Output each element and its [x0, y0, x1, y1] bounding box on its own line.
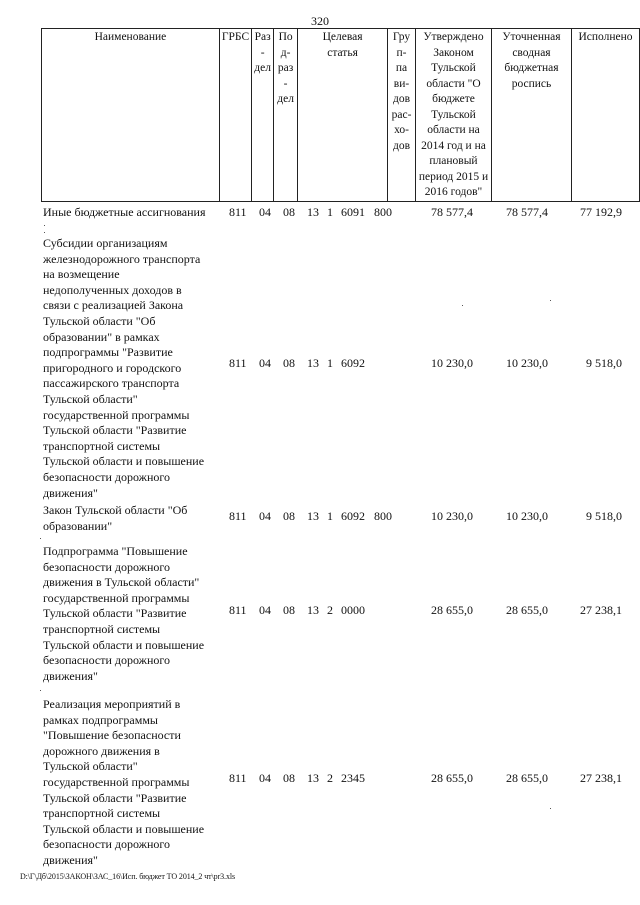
- row-podrazdel: 08: [283, 509, 295, 523]
- table-header: [41, 28, 640, 202]
- row-razdel: 04: [259, 205, 271, 219]
- row-cs1: 13: [307, 771, 319, 785]
- row-grbs: 811: [229, 771, 247, 785]
- scan-speck: [40, 538, 41, 539]
- row-razdel: 04: [259, 509, 271, 523]
- row-vr: 800: [374, 509, 392, 523]
- row-cs2: 1: [327, 205, 333, 219]
- header-name: Наименование: [42, 29, 220, 202]
- scan-speck: [550, 300, 551, 301]
- row-grbs: 811: [229, 205, 247, 219]
- header-refined: Уточненная сводная бюджетная роспись: [491, 29, 571, 202]
- row-cs2: 1: [327, 356, 333, 370]
- header-grbs: ГРБС: [219, 29, 251, 202]
- row-cs2: 2: [327, 603, 333, 617]
- scan-speck: [44, 232, 45, 233]
- row-approved: 10 230,0: [431, 356, 473, 370]
- row-refined: 10 230,0: [506, 509, 548, 523]
- scan-speck: [44, 225, 45, 226]
- row-executed: 77 192,9: [580, 205, 622, 219]
- row-refined: 28 655,0: [506, 771, 548, 785]
- row-approved: 28 655,0: [431, 771, 473, 785]
- row-refined: 78 577,4: [506, 205, 548, 219]
- row-approved: 78 577,4: [431, 205, 473, 219]
- row-cs2: 1: [327, 509, 333, 523]
- header-razdel: Раз- дел: [252, 29, 274, 202]
- row-name: Иные бюджетные ассигнования: [43, 205, 206, 219]
- file-path-footer: D:\Г\Дб\2015\ЗАКОН\ЗАС_16\Исп. бюджет ТО 2014_2 чт\pr3.xls: [20, 872, 235, 881]
- row-cs1: 13: [307, 509, 319, 523]
- row-podrazdel: 08: [283, 603, 295, 617]
- row-cs1: 13: [307, 603, 319, 617]
- row-cs1: 13: [307, 205, 319, 219]
- row-executed: 9 518,0: [586, 509, 622, 523]
- row-razdel: 04: [259, 771, 271, 785]
- row-cs3: 6092: [341, 509, 365, 523]
- header-podrazdel: Под- раз- дел: [274, 29, 298, 202]
- row-grbs: 811: [229, 603, 247, 617]
- row-approved: 10 230,0: [431, 509, 473, 523]
- row-cs3: 2345: [341, 771, 365, 785]
- row-grbs: 811: [229, 509, 247, 523]
- header-executed: Исполнено: [571, 29, 639, 202]
- row-name: Субсидии организациям железнодорожного транспорта на возмещение недополученных доходов в связи с реализацией Закона Тульской области "Об образовании" в рамках подпрограммы "Развитие пригородного и городского пассажирского транспорта Тульской области" государственной программы Тульской области "Развитие транспортной системы Тульской области и повышение безопасности дорожного движения": [43, 236, 205, 500]
- row-razdel: 04: [259, 603, 271, 617]
- row-cs3: 0000: [341, 603, 365, 617]
- row-approved: 28 655,0: [431, 603, 473, 617]
- row-name: Закон Тульской области "Об образовании": [43, 503, 188, 533]
- row-vr: 800: [374, 205, 392, 219]
- page-number: 320: [311, 14, 329, 28]
- row-podrazdel: 08: [283, 771, 295, 785]
- row-podrazdel: 08: [283, 205, 295, 219]
- row-podrazdel: 08: [283, 356, 295, 370]
- row-cs3: 6092: [341, 356, 365, 370]
- header-approved: Утверждено Законом Тульской области "О бюджете Тульской области на 2014 год и на плановый период 2015 и 2016 годов": [416, 29, 492, 202]
- row-razdel: 04: [259, 356, 271, 370]
- scan-speck: [462, 305, 463, 306]
- row-cs1: 13: [307, 356, 319, 370]
- header-target: Целевая статья: [298, 29, 388, 202]
- row-executed: 27 238,1: [580, 771, 622, 785]
- header-group: Груп- па ви- дов рас- хо- дов: [388, 29, 416, 202]
- row-grbs: 811: [229, 356, 247, 370]
- row-executed: 9 518,0: [586, 356, 622, 370]
- scan-speck: [40, 690, 41, 691]
- row-refined: 10 230,0: [506, 356, 548, 370]
- row-executed: 27 238,1: [580, 603, 622, 617]
- row-refined: 28 655,0: [506, 603, 548, 617]
- row-cs2: 2: [327, 771, 333, 785]
- row-name: Подпрограмма "Повышение безопасности дорожного движения в Тульской области" государственной программы Тульской области "Развитие транспортной системы Тульской области и повышение безопасности дорожного движения": [43, 544, 205, 683]
- row-name: Реализация мероприятий в рамках подпрограммы "Повышение безопасности дорожного движения в Тульской области" государственной программы Тульской области "Развитие транспортной системы Тульской области и повышение безопасности дорожного движения": [43, 697, 205, 867]
- scan-speck: [550, 808, 551, 809]
- row-cs3: 6091: [341, 205, 365, 219]
